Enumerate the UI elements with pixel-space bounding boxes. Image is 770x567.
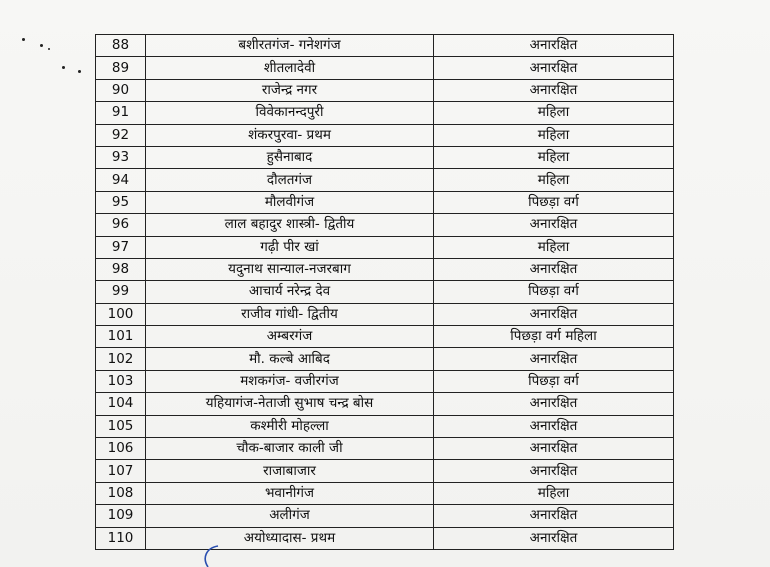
ward-number-cell: 104 — [96, 393, 146, 415]
ward-name-cell: राजेन्द्र नगर — [146, 79, 434, 101]
reservation-category-cell: पिछड़ा वर्ग — [434, 281, 674, 303]
pen-mark — [196, 544, 226, 567]
ward-name-cell: अम्बरगंज — [146, 326, 434, 348]
ward-name-cell: शीतलादेवी — [146, 57, 434, 79]
ward-number-cell: 110 — [96, 527, 146, 549]
table-row — [96, 527, 674, 549]
ward-name-cell: आचार्य नरेन्द्र देव — [146, 281, 434, 303]
ward-name-cell: राजाबाजार — [146, 460, 434, 482]
table-row — [96, 303, 674, 325]
reservation-category-cell: अनारक्षित — [434, 258, 674, 280]
table-row — [96, 505, 674, 527]
ward-number-cell: 88 — [96, 35, 146, 57]
ward-name-cell: अलीगंज — [146, 505, 434, 527]
table-row — [96, 146, 674, 168]
ward-name-cell: बशीरतगंज- गनेशगंज — [146, 35, 434, 57]
ward-number-cell: 89 — [96, 57, 146, 79]
reservation-category-cell: अनारक्षित — [434, 214, 674, 236]
speck — [40, 44, 43, 47]
ward-name-cell: यदुनाथ सान्याल-नजरबाग — [146, 258, 434, 280]
ward-number-cell: 94 — [96, 169, 146, 191]
reservation-category-cell: अनारक्षित — [434, 79, 674, 101]
table-row — [96, 124, 674, 146]
table-row — [96, 370, 674, 392]
table-row — [96, 102, 674, 124]
ward-name-cell: भवानीगंज — [146, 482, 434, 504]
ward-number-cell: 99 — [96, 281, 146, 303]
table-row — [96, 214, 674, 236]
ward-name-cell: लाल बहादुर शास्त्री- द्वितीय — [146, 214, 434, 236]
ward-name-cell: शंकरपुरवा- प्रथम — [146, 124, 434, 146]
reservation-category-cell: महिला — [434, 124, 674, 146]
table-row — [96, 348, 674, 370]
reservation-category-cell: महिला — [434, 102, 674, 124]
table-row — [96, 57, 674, 79]
reservation-category-cell: पिछड़ा वर्ग — [434, 191, 674, 213]
speck — [22, 38, 25, 41]
table-row — [96, 460, 674, 482]
reservation-category-cell: अनारक्षित — [434, 505, 674, 527]
table-row — [96, 415, 674, 437]
ward-name-cell: राजीव गांधी- द्वितीय — [146, 303, 434, 325]
ward-name-cell: चौक-बाजार काली जी — [146, 438, 434, 460]
ward-number-cell: 103 — [96, 370, 146, 392]
ward-reservation-table — [95, 34, 674, 550]
ward-number-cell: 95 — [96, 191, 146, 213]
ward-number-cell: 106 — [96, 438, 146, 460]
ward-number-cell: 98 — [96, 258, 146, 280]
table-row — [96, 35, 674, 57]
table-row — [96, 281, 674, 303]
ward-number-cell: 92 — [96, 124, 146, 146]
reservation-category-cell: महिला — [434, 169, 674, 191]
speck — [48, 48, 50, 50]
table-row — [96, 438, 674, 460]
speck — [62, 66, 65, 69]
table-body — [96, 35, 674, 550]
reservation-category-cell: पिछड़ा वर्ग महिला — [434, 326, 674, 348]
ward-number-cell: 96 — [96, 214, 146, 236]
reservation-category-cell: अनारक्षित — [434, 57, 674, 79]
ward-number-cell: 108 — [96, 482, 146, 504]
reservation-category-cell: महिला — [434, 146, 674, 168]
table-row — [96, 191, 674, 213]
table-row — [96, 482, 674, 504]
ward-name-cell: मौ. कल्बे आबिद — [146, 348, 434, 370]
reservation-category-cell: अनारक्षित — [434, 460, 674, 482]
ward-name-cell: हुसैनाबाद — [146, 146, 434, 168]
reservation-category-cell: पिछड़ा वर्ग — [434, 370, 674, 392]
ward-number-cell: 100 — [96, 303, 146, 325]
ward-number-cell: 90 — [96, 79, 146, 101]
reservation-category-cell: महिला — [434, 236, 674, 258]
ward-name-cell: विवेकानन्दपुरी — [146, 102, 434, 124]
reservation-category-cell: अनारक्षित — [434, 348, 674, 370]
ward-number-cell: 105 — [96, 415, 146, 437]
ward-number-cell: 107 — [96, 460, 146, 482]
reservation-category-cell: अनारक्षित — [434, 438, 674, 460]
reservation-category-cell: अनारक्षित — [434, 35, 674, 57]
reservation-category-cell: अनारक्षित — [434, 527, 674, 549]
reservation-category-cell: अनारक्षित — [434, 303, 674, 325]
ward-number-cell: 109 — [96, 505, 146, 527]
reservation-category-cell: महिला — [434, 482, 674, 504]
ward-number-cell: 93 — [96, 146, 146, 168]
ward-name-cell: कश्मीरी मोहल्ला — [146, 415, 434, 437]
reservation-category-cell: अनारक्षित — [434, 393, 674, 415]
ward-name-cell: दौलतगंज — [146, 169, 434, 191]
ward-name-cell: मशकगंज- वजीरगंज — [146, 370, 434, 392]
table-row — [96, 236, 674, 258]
ward-name-cell: मौलवीगंज — [146, 191, 434, 213]
ward-name-cell: अयोध्यादास- प्रथम — [146, 527, 434, 549]
speck — [78, 70, 81, 73]
table-row — [96, 258, 674, 280]
ward-name-cell: गढ़ी पीर खां — [146, 236, 434, 258]
ward-name-cell: यहियागंज-नेताजी सुभाष चन्द्र बोस — [146, 393, 434, 415]
table-row — [96, 79, 674, 101]
table-row — [96, 326, 674, 348]
ward-number-cell: 101 — [96, 326, 146, 348]
ward-number-cell: 97 — [96, 236, 146, 258]
ward-number-cell: 102 — [96, 348, 146, 370]
reservation-category-cell: अनारक्षित — [434, 415, 674, 437]
ward-number-cell: 91 — [96, 102, 146, 124]
table-row — [96, 169, 674, 191]
table-row — [96, 393, 674, 415]
margin-specks — [18, 30, 88, 80]
